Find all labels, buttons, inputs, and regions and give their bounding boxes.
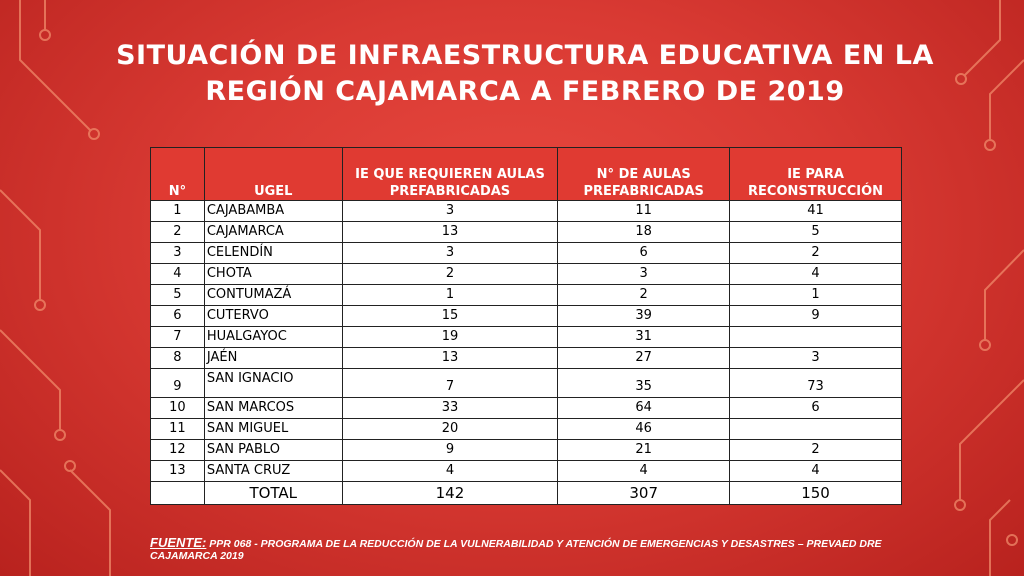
row-ugel: CELENDÍN bbox=[204, 243, 342, 264]
row-num-aulas: 31 bbox=[558, 327, 730, 348]
source-text: PPR 068 - PROGRAMA DE LA REDUCCIÓN DE LA VULNERABILIDAD Y ATENCIÓN DE EMERGENCIAS Y DESASTRES – PREVAED DRE CAJAMARCA 2019 bbox=[150, 538, 882, 562]
row-num-aulas: 35 bbox=[558, 369, 730, 398]
row-ie-require: 9 bbox=[342, 440, 558, 461]
row-number: 5 bbox=[151, 285, 205, 306]
row-reconstruccion: 9 bbox=[730, 306, 902, 327]
row-num-aulas: 11 bbox=[558, 201, 730, 222]
header-number: N° bbox=[151, 148, 205, 201]
row-ie-require: 3 bbox=[342, 243, 558, 264]
row-reconstruccion: 1 bbox=[730, 285, 902, 306]
title-line-2: REGIÓN CAJAMARCA A FEBRERO DE 2019 bbox=[205, 76, 845, 107]
row-number: 4 bbox=[151, 264, 205, 285]
total-reconstruccion: 150 bbox=[730, 482, 902, 505]
row-number: 9 bbox=[151, 369, 205, 398]
row-number: 7 bbox=[151, 327, 205, 348]
row-reconstruccion bbox=[730, 419, 902, 440]
total-label: TOTAL bbox=[204, 482, 342, 505]
row-ugel: SAN PABLO bbox=[204, 440, 342, 461]
row-reconstruccion: 5 bbox=[730, 222, 902, 243]
header-reconstruccion: IE PARA RECONSTRUCCIÓN bbox=[730, 148, 902, 201]
table-row bbox=[151, 327, 902, 348]
row-number: 8 bbox=[151, 348, 205, 369]
row-num-aulas: 27 bbox=[558, 348, 730, 369]
row-number: 6 bbox=[151, 306, 205, 327]
table-row bbox=[151, 348, 902, 369]
row-reconstruccion: 2 bbox=[730, 440, 902, 461]
table-row bbox=[151, 306, 902, 327]
table-row bbox=[151, 461, 902, 482]
row-reconstruccion: 4 bbox=[730, 264, 902, 285]
row-reconstruccion: 3 bbox=[730, 348, 902, 369]
row-reconstruccion: 4 bbox=[730, 461, 902, 482]
row-ie-require: 4 bbox=[342, 461, 558, 482]
row-reconstruccion: 2 bbox=[730, 243, 902, 264]
row-num-aulas: 3 bbox=[558, 264, 730, 285]
table-row bbox=[151, 201, 902, 222]
row-num-aulas: 64 bbox=[558, 398, 730, 419]
row-ie-require: 3 bbox=[342, 201, 558, 222]
total-blank-cell bbox=[151, 482, 205, 505]
row-ugel: SANTA CRUZ bbox=[204, 461, 342, 482]
row-num-aulas: 39 bbox=[558, 306, 730, 327]
title-line-1: SITUACIÓN DE INFRAESTRUCTURA EDUCATIVA EN LA bbox=[116, 40, 934, 71]
table-header-row bbox=[151, 148, 902, 201]
row-ie-require: 19 bbox=[342, 327, 558, 348]
table-row bbox=[151, 419, 902, 440]
row-reconstruccion: 41 bbox=[730, 201, 902, 222]
row-ie-require: 1 bbox=[342, 285, 558, 306]
row-number: 12 bbox=[151, 440, 205, 461]
row-ie-require: 7 bbox=[342, 369, 558, 398]
table-row bbox=[151, 264, 902, 285]
total-num-aulas: 307 bbox=[558, 482, 730, 505]
row-ugel: CUTERVO bbox=[204, 306, 342, 327]
row-ie-require: 20 bbox=[342, 419, 558, 440]
table-row bbox=[151, 285, 902, 306]
row-ie-require: 13 bbox=[342, 348, 558, 369]
infrastructure-table bbox=[150, 147, 902, 505]
row-num-aulas: 4 bbox=[558, 461, 730, 482]
row-ie-require: 2 bbox=[342, 264, 558, 285]
row-ugel: SAN IGNACIO bbox=[204, 369, 342, 398]
table-row bbox=[151, 398, 902, 419]
row-ie-require: 15 bbox=[342, 306, 558, 327]
row-ugel: SAN MIGUEL bbox=[204, 419, 342, 440]
row-ugel: CAJAMARCA bbox=[204, 222, 342, 243]
row-number: 2 bbox=[151, 222, 205, 243]
row-ugel: SAN MARCOS bbox=[204, 398, 342, 419]
total-row bbox=[151, 482, 902, 505]
row-number: 11 bbox=[151, 419, 205, 440]
table-row bbox=[151, 369, 902, 398]
header-ie-require: IE QUE REQUIEREN AULAS PREFABRICADAS bbox=[342, 148, 558, 201]
row-ugel: HUALGAYOC bbox=[204, 327, 342, 348]
source-note bbox=[150, 537, 890, 562]
row-num-aulas: 6 bbox=[558, 243, 730, 264]
source-label: FUENTE: bbox=[150, 535, 207, 550]
row-num-aulas: 21 bbox=[558, 440, 730, 461]
total-ie-require: 142 bbox=[342, 482, 558, 505]
row-number: 1 bbox=[151, 201, 205, 222]
header-num-aulas: N° DE AULAS PREFABRICADAS bbox=[558, 148, 730, 201]
row-ie-require: 13 bbox=[342, 222, 558, 243]
row-reconstruccion: 73 bbox=[730, 369, 902, 398]
row-ugel: CHOTA bbox=[204, 264, 342, 285]
row-number: 10 bbox=[151, 398, 205, 419]
row-ugel: JAÉN bbox=[204, 348, 342, 369]
row-num-aulas: 2 bbox=[558, 285, 730, 306]
table-row bbox=[151, 222, 902, 243]
header-ugel: UGEL bbox=[204, 148, 342, 201]
row-ugel: CONTUMAZÁ bbox=[204, 285, 342, 306]
row-reconstruccion bbox=[730, 327, 902, 348]
row-num-aulas: 18 bbox=[558, 222, 730, 243]
row-ugel: CAJABAMBA bbox=[204, 201, 342, 222]
table-row bbox=[151, 243, 902, 264]
table-row bbox=[151, 440, 902, 461]
page-title bbox=[100, 38, 950, 110]
row-number: 3 bbox=[151, 243, 205, 264]
row-reconstruccion: 6 bbox=[730, 398, 902, 419]
row-ie-require: 33 bbox=[342, 398, 558, 419]
row-number: 13 bbox=[151, 461, 205, 482]
row-num-aulas: 46 bbox=[558, 419, 730, 440]
